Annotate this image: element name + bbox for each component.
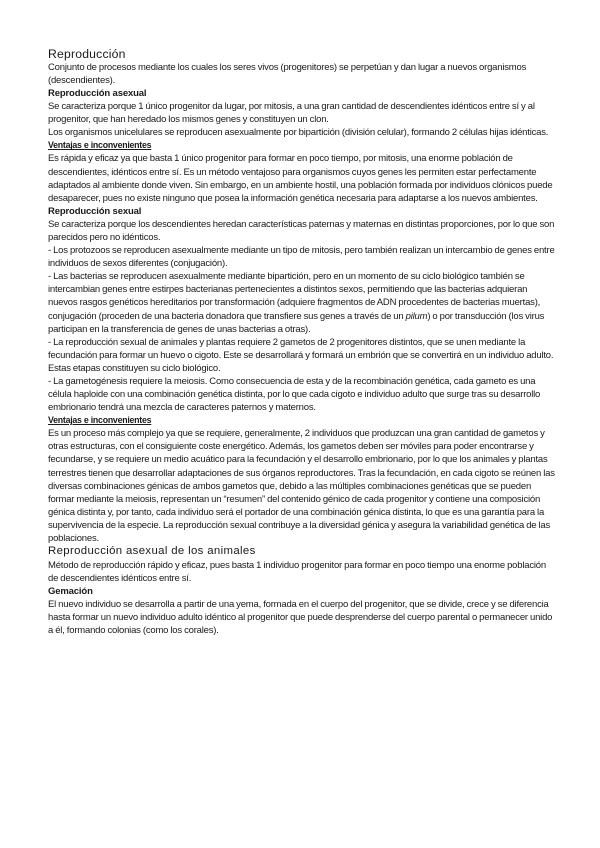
sexual-heading: Reproducción sexual bbox=[48, 205, 142, 217]
sexual-paragraph-bacterias bbox=[48, 270, 558, 335]
bacterias-text-b: ) o por transducción (los virus participan en la transferencia de genes de unas bacterias a otras). bbox=[48, 310, 545, 335]
gemacion-heading: Gemación bbox=[48, 585, 93, 597]
asexual-heading: Reproducción asexual bbox=[48, 88, 147, 100]
sexual-paragraph-1: Se caracteriza porque los descendientes heredan características paternas y maternas en distintas proporciones, por lo que son parecidos pero no idénticos. bbox=[48, 218, 555, 243]
document-page bbox=[48, 47, 558, 637]
asexual-paragraph-2: Los organismos unicelulares se reproducen asexualmente por bipartición (división celular), formando 2 células hijas idénticas. bbox=[48, 127, 549, 139]
asexual-ventajas-paragraph: Es rápida y eficaz ya que basta 1 único progenitor para formar en poco tiempo, por mitosis, una enorme población de descendientes, idénticos entre sí. Es un método ventajoso para organismos cuyos genes les permiten estar perfectamente adaptados al ambiente donde viven. Sin embargo, en un ambiente hostil, una población formada por individuos clónicos puede desaparecer, pues no existe ninguno que posea la información genética necesaria para adaptarse a los nuevos ambientes. bbox=[48, 153, 553, 204]
sexual-paragraph-protozoos: - Los protozoos se reproducen asexualmente mediante un tipo de mitosis, pero también realizan un intercambio de genes entre individuos de sexos diferentes (conjugación). bbox=[48, 245, 555, 270]
sexual-ventajas-heading: Ventajas e inconvenientes bbox=[48, 415, 152, 426]
sexual-ventajas-paragraph: Es un proceso más complejo ya que se requiere, generalmente, 2 individuos que produzcan una gran cantidad de gametos y otras estructuras, con el consiguiente coste energético. Además, los gametos deben ser móviles para poder encontrarse y fecundarse, y se requiere un medio acuático para la fecundación y el desarrollo embrionario, por lo que los animales y plantas terrestres tienen que desarrollar adaptaciones de sus órganos reproductores. Tras la fecundación, en cada cigoto se reúnen las diversas combinaciones génicas de ambos gametos que, debido a las múltiples combinaciones genéticas que se pueden formar mediante la meiosis, representan un “resumen” del contenido génico de cada progenitor y contiene una composición génica distinta y, por tanto, cada individuo será el portador de una combinación génica distinta, lo que es una garantía para la supervivencia de la especie. La reproducción sexual contribuye a la diversidad génica y asegura la variabilidad genética de las poblaciones. bbox=[48, 428, 555, 544]
bacterias-text-a: - Las bacterias se reproducen asexualmente mediante bipartición, pero en un momento de su ciclo biológico también se intercambian genes entre estirpes bacterianas pertenecientes a distintos sexos, permitiendo que las bacterias adquieran nuevos rasgos genéticos hereditarios por transformación (adquiere fragmentos de ADN procedentes de bacterias muertas), conjugación (proceden de una bacteria donadora que transfiere sus genes a través de un bbox=[48, 271, 541, 322]
asexual-ventajas-heading: Ventajas e inconvenientes bbox=[48, 140, 152, 151]
intro-paragraph: Conjunto de procesos mediante los cuales los seres vivos (progenitores) se perpetúan y dan lugar a nuevos organismos (descendientes). bbox=[48, 62, 527, 87]
page-title: Reproducción bbox=[48, 47, 126, 61]
animales-paragraph: Método de reproducción rápido y eficaz, pues basta 1 individuo progenitor para formar en poco tiempo una enorme población de descendientes idénticos entre sí. bbox=[48, 559, 546, 584]
animales-heading: Reproducción asexual de los animales bbox=[48, 545, 256, 558]
sexual-paragraph-gametogenesis: - La gametogénesis requiere la meiosis. Como consecuencia de esta y de la recombinación genética, cada gameto es una célula haploide con una combinación genética distinta, por lo que cada cigoto e individuo adulto que surge tras su desarrollo embrionario tendrá una mezcla de caracteres paternos y maternos. bbox=[48, 375, 541, 414]
asexual-paragraph-1: Se caracteriza porque 1 único progenitor da lugar, por mitosis, a una gran cantidad de descendientes idénticos entre sí y al progenitor, que han heredado los mismos genes y constituyen un clon. bbox=[48, 101, 535, 126]
gemacion-paragraph: El nuevo individuo se desarrolla a partir de una yema, formada en el cuerpo del progenitor, que se divide, crece y se diferencia hasta formar un nuevo individuo adulto idéntico al progenitor que puede desprenderse del cuerpo parental o permanecer unido a él, formando colonias (como los corales). bbox=[48, 598, 553, 636]
pilum-term: pilum bbox=[405, 310, 428, 322]
sexual-paragraph-animales-plantas: - La reproducción sexual de animales y plantas requiere 2 gametos de 2 progenitores distintos, que se unen mediante la fecundación para formar un huevo o cigoto. Este se desarrollará y formará un embrión que se convertirá en un individuo adulto. Estas etapas constituyen su ciclo biológico. bbox=[48, 336, 554, 374]
